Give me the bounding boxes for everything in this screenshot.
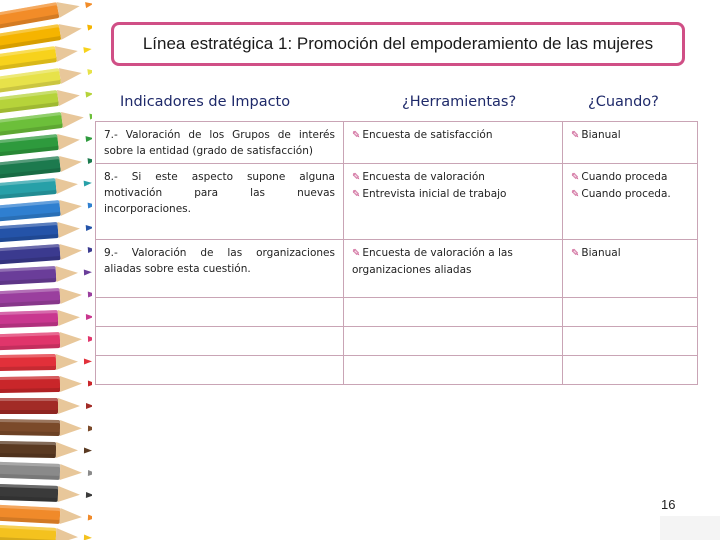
- title-box: [111, 22, 685, 66]
- slide-title: Línea estratégica 1: Promoción del empoderamiento de las mujeres: [142, 34, 654, 53]
- tools-cell: [344, 240, 563, 298]
- indicator-cell: [96, 122, 344, 164]
- indicator-cell: [96, 164, 344, 240]
- empty-cell: [344, 298, 563, 327]
- empty-table-row: [96, 327, 698, 356]
- indicator-line: 8.- Si este aspecto supone alguna: [104, 171, 335, 183]
- pencil-bullet-icon: ✎: [571, 248, 580, 259]
- tool-item-continuation: organizaciones aliadas: [352, 264, 472, 276]
- table-row: [96, 122, 698, 164]
- header-tools: ¿Herramientas?: [402, 94, 517, 110]
- header-indicators: Indicadores de Impacto: [120, 94, 291, 110]
- empty-cell: [96, 298, 344, 327]
- empty-cell: [344, 327, 563, 356]
- when-cell: [563, 164, 698, 240]
- indicator-line: 9.- Valoración de las organizaciones: [104, 247, 335, 259]
- empty-cell: [563, 298, 698, 327]
- tools-cell: [344, 122, 563, 164]
- empty-cell: [96, 356, 344, 385]
- empty-table-row: [96, 298, 698, 327]
- pencil-bullet-icon: ✎: [352, 189, 361, 200]
- pencil-bullet-icon: ✎: [571, 130, 580, 141]
- indicators-table: [95, 121, 698, 385]
- when-item: Cuando proceda: [581, 171, 668, 183]
- indicator-line: sobre la entidad (grado de satisfacción): [104, 145, 313, 157]
- pencil-bullet-icon: ✎: [571, 172, 580, 183]
- header-when: ¿Cuando?: [588, 94, 659, 110]
- pencil-border-decoration: [0, 0, 92, 540]
- table-row: [96, 240, 698, 298]
- pencil-bullet-icon: ✎: [571, 189, 580, 200]
- tool-item: Encuesta de valoración a las: [362, 247, 513, 259]
- tool-item: Encuesta de valoración: [362, 171, 485, 183]
- indicator-cell: [96, 240, 344, 298]
- tool-item: Entrevista inicial de trabajo: [362, 188, 507, 200]
- page-number-tab: [660, 516, 720, 540]
- indicator-line: incorporaciones.: [104, 203, 191, 215]
- when-item: Cuando proceda.: [581, 188, 671, 200]
- empty-cell: [563, 356, 698, 385]
- pencil-bullet-icon: ✎: [352, 130, 361, 141]
- empty-table-row: [96, 356, 698, 385]
- indicator-line: motivación para las nuevas: [104, 187, 335, 199]
- when-item: Bianual: [581, 247, 621, 259]
- when-cell: [563, 240, 698, 298]
- pencil-bullet-icon: ✎: [352, 248, 361, 259]
- when-cell: [563, 122, 698, 164]
- tools-cell: [344, 164, 563, 240]
- table-row: [96, 164, 698, 240]
- pencil-bullet-icon: ✎: [352, 172, 361, 183]
- empty-cell: [344, 356, 563, 385]
- indicator-line: 7.- Valoración de los Grupos de interés: [104, 129, 335, 141]
- when-item: Bianual: [581, 129, 621, 141]
- empty-cell: [563, 327, 698, 356]
- page-number: 16: [661, 497, 676, 512]
- empty-cell: [96, 327, 344, 356]
- indicator-line: aliadas sobre esta cuestión.: [104, 263, 251, 275]
- tool-item: Encuesta de satisfacción: [362, 129, 493, 141]
